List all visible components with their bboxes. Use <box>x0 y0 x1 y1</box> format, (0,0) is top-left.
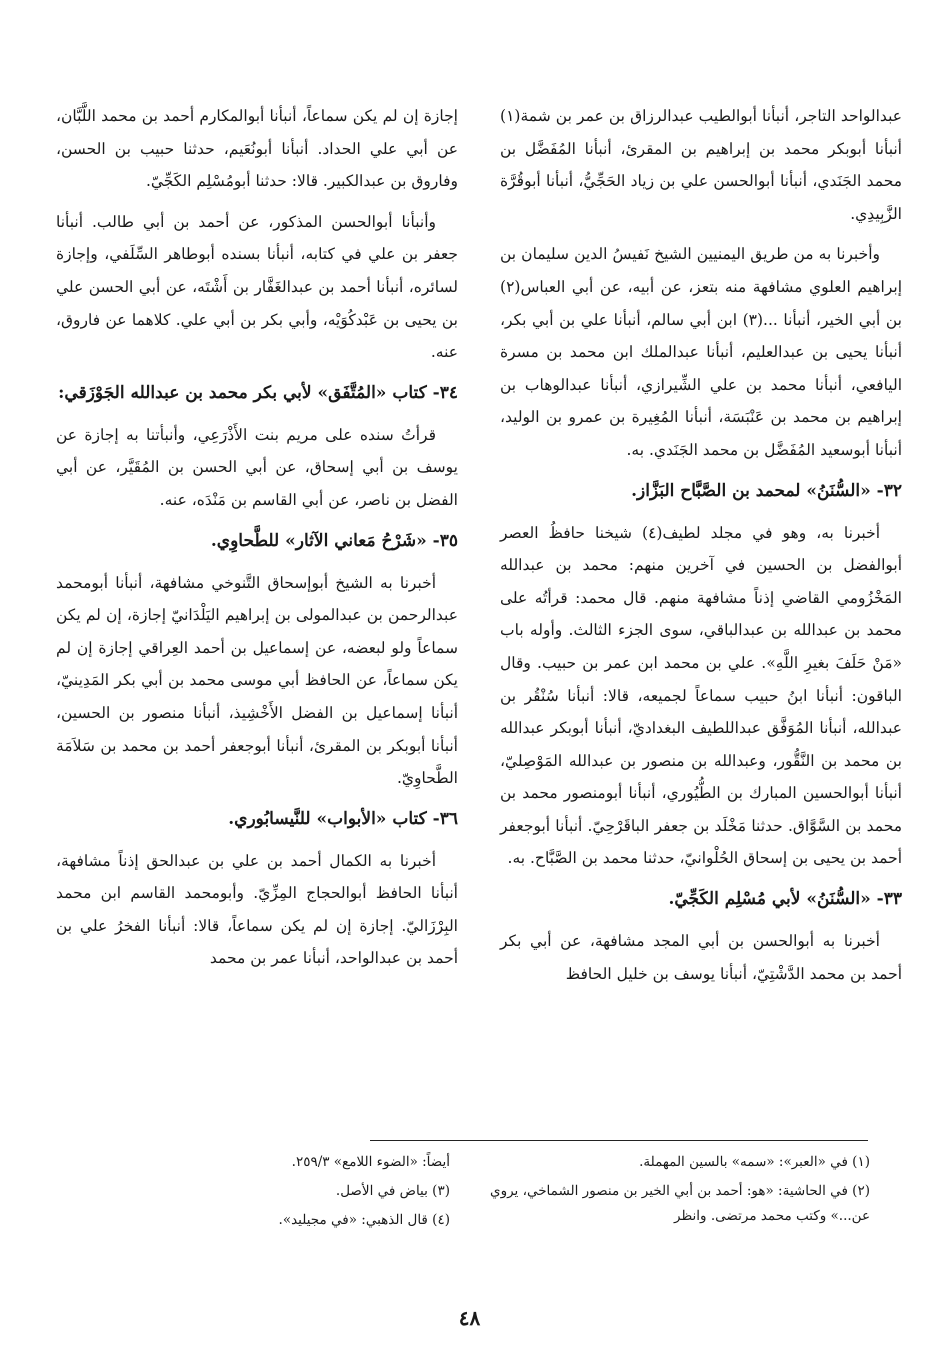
footnote-separator <box>370 1140 868 1141</box>
paragraph: أخبرنا به الشيخ أبوإسحاق التَّنوخي مشافهة، أنبأنا أبومحمد عبدالرحمن بن عبدالمولى بن إبراهيم اليَلْدَانيّ إجازة، إن لم يكن سماعاً ولو لبعضه، عن إسماعيل بن أحمد العِراقي إجازة إن لم يكن سماعاً، عن الحافظ أبي موسى محمد بن أبي بكر المَدِينيّ، أنبأنا إسماعيل بن الفضل الأَخْشِيذ، أنبأنا منصور بن الحسين، أنبأنا أبوبكر بن المقرئ، أنبأنا أبوجعفر أحمد بن محمد بن سَلاَمَة الطَّحاوِيّ. <box>56 573 458 788</box>
paragraph: وأنبأنا أبوالحسن المذكور، عن أحمد بن أبي طالب. أنبأنا جعفر بن علي في كتابه، أنبأنا بسنده أبوطاهر السِّلَفي، وإجازة لسائره، أنبأنا أحمد بن عبدالغَفَّار بن أَشْتَه، عن أبي الحسن علي بن يحيى بن عَبْدكُوَيْه، وأبي بكر بن أبي علي. كلاهما عن فاروق، عنه. <box>56 212 458 362</box>
section-heading-33: ٣٣- «السُّنَنُ» لأبي مُسْلِم الكَجِّيّ. <box>668 889 902 910</box>
paragraph: أخبرنا به، وهو في مجلد لطيف(٤) شيخنا حافظُ العصر أبوالفضل بن الحسين في آخرين منهم: محمد بن عبدالله المَخْزُومي القاضي إذناً مشافهة منهم. قال محمد: قرأتُه على محمد بن عبدالله بن عبدالباقي، سوى الجزء الثالث. وأوله باب «مَنْ حَلَفَ بغيرِ اللَّهِ». علي بن محمد ابن عمر بن حبيب. وقال الباقون: أنبأنا ابنُ حبيب سماعاً لجميعه، قالا: أنبأنا سُنْقُر بن عبدالله، أنبأنا المُوَفَّق عبداللطيف البغداديّ، أنبأنا أبوبكر عبدالله بن محمد بن النَّقُّور، وعبدالله بن منصور بن عبدالله المَوْصِليّ، أنبأنا أبوالحسين المبارك بن الطُّيُوري، أنبأنا أبومنصور محمد بن محمد بن السَّوَّاق. حدثنا مَخْلَد بن جعفر الباقَرْحِيّ. أنبأنا أبوجعفر أحمد بن يحيى بن إسحاق الحُلْوانيّ، حدثنا محمد بن الصَّبَّاح. به. <box>500 523 902 868</box>
section-heading-32: ٣٢- «السُّنَنُ» لمحمد بن الصَّبَّاح البَزَّاز. <box>631 480 902 501</box>
paragraph: إجازة إن لم يكن سماعاً، أنبأنا أبوالمكارم أحمد بن محمد اللَّبَّان، عن أبي علي الحداد. أنبأنا أبونُعَيم، حدثنا حبيب بن الحسن، وفاروق بن عبدالكبير. قالا: حدثنا أبومُسْلِم الكَجِّيّ. <box>56 107 458 191</box>
right-text-column <box>500 100 902 998</box>
paragraph: أخبرنا به الكمال أحمد بن علي بن عبدالحق إذناً مشافهة، أنبأنا الحافظ أبوالحجاج المِزِّيّ. وأبومحمد القاسم ابن محمد البِرْزَاليّ. إجازة إن لم يكن سماعاً، قالا: أنبأنا الفخرُ علي بن أحمد بن عبدالواحد، أنبأنا عمر بن محمد <box>56 851 458 968</box>
footnote-2: (٢) في الحاشية: «هو: أحمد بن أبي الخير بن منصور الشماخي، يروي عن...» وكتب محمد مرتضى. وانظر <box>490 1183 870 1224</box>
footnote-2-continued: أيضاً: «الضوء اللامع» ٢٥٩/٣. <box>291 1154 450 1170</box>
footnote-3: (٣) بياض في الأصل. <box>335 1183 450 1199</box>
section-heading-35: ٣٥- «شَرْحُ مَعاني الآثار» للطَّحاوِي. <box>210 530 458 551</box>
page-number: ٤٨ <box>458 1306 481 1330</box>
footnotes-right <box>470 1150 870 1233</box>
paragraph: أخبرنا به أبوالحسن بن أبي المجد مشافهة، عن أبي بكر أحمد بن محمد الدَّشْتِيّ، أنبأنا يوسف بن خليل الحافظ <box>500 932 902 983</box>
paragraph: عبدالواحد التاجر، أنبأنا أبوالطيب عبدالرزاق بن عمر بن شمة(١) أنبأنا أبوبكر محمد بن إبراهيم بن المقرئ، أنبأنا المُفَضَّل بن محمد الجَنَدي، أنبأنا أبوالحسن علي بن زياد الحَجِّيُّ، أنبأنا أبوقُرَّة الزَّبِيدِي. <box>500 107 902 223</box>
footnote-1: (١) في «العبر»: «سمه» بالسين المهملة. <box>639 1154 870 1170</box>
paragraph: وأخبرنا به من طريق اليمنيين الشيخ نَفيسُ الدين سليمان بن إبراهيم العلوي مشافهة منه بتعز، عن أبيه، عن أبي العباس(٢) بن أبي الخير، أنبأنا ...(٣) ابن أبي سالم، أنبأنا علي بن أبي بكر، أنبأنا يحيى بن عبدالعليم، أنبأنا عبدالملك ابن محمد بن مسرة اليافعي، أنبأنا محمد بن علي الشِّيرازي، أنبأنا عبدالوهاب بن إبراهيم بن محمد بن عَنْبَسَة، أنبأنا المُغِيرة بن عمرو بن الوليد، أنبأنا أبوسعيد المُفَضَّل بن محمد الجَنَدي. به. <box>500 245 902 459</box>
footnote-4: (٤) قال الذهبي: «في مجيليد». <box>278 1212 450 1228</box>
paragraph: قرأتُ سنده على مريم بنت الأَذْرَعِي، وأنبأتنا به إجازة عن يوسف بن أبي إسحاق، عن أبي الحسن بن المُقَيَّر، عن أبي الفضل بن ناصر، عن أبي القاسم بن مَنْدَه، عنه. <box>56 425 458 509</box>
footnotes-left <box>50 1150 450 1237</box>
section-heading-36: ٣٦- كتاب «الأبواب» للنَّيسابُوري. <box>228 808 458 829</box>
left-text-column <box>56 100 458 983</box>
section-heading-34: ٣٤- كتاب «المُتَّفَق» لأبي بكر محمد بن عبدالله الجَوْزَقي: <box>58 382 458 403</box>
